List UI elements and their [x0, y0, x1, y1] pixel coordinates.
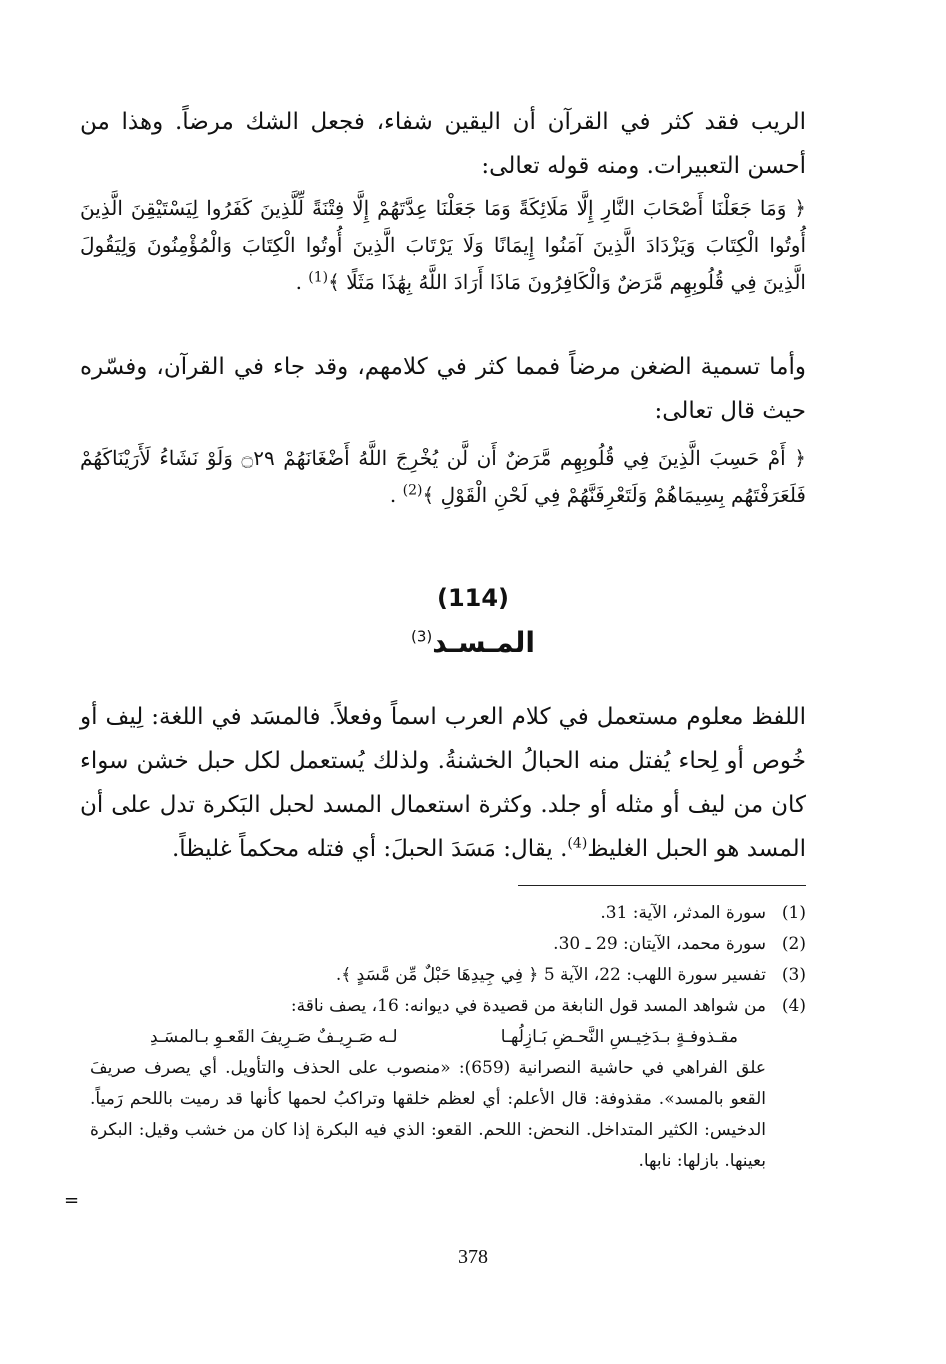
quran-verse-1-ref: (1)	[308, 269, 329, 286]
quran-verse-2-end: .	[389, 483, 403, 507]
verse-hemistich-2: لـه صَـرِيـفٌ صَـرِيفَ القَعـوِ بـالمسَـدِ	[150, 1027, 398, 1047]
definition-ref: (4)	[567, 835, 588, 852]
definition-text-2: . يقال: مَسَدَ الحبلَ: أي فتله محكماً غليظاً.	[171, 836, 568, 862]
footnote-number: (3)	[781, 965, 806, 985]
footnote-divider	[518, 885, 806, 886]
quran-verse-2	[80, 440, 806, 514]
continuation-mark: =	[64, 1190, 80, 1211]
footnote-text: تفسير سورة اللهب: 22، الآية 5 ﴿ فِي جِيدِهَا حَبْلٌ مِّن مَّسَدٍ ﴾.	[335, 965, 766, 985]
second-paragraph	[80, 345, 806, 433]
section-title	[0, 626, 946, 659]
quran-verse-2-text: ﴿ أَمْ حَسِبَ الَّذِينَ فِي قُلُوبِهِم مَّرَضٌ أَن لَّن يُخْرِجَ اللَّهُ أَضْغَانَهُمْ ۝٢٩ وَلَوْ نَشَاءُ لَأَرَيْنَاكَهُمْ فَلَعَرَفْتَهُم بِسِيمَاهُمْ وَلَتَعْرِفَنَّهُمْ فِي لَحْنِ الْقَوْلِ ﴾	[80, 446, 807, 507]
footnote-number: (2)	[781, 934, 806, 954]
footnote-3	[90, 960, 806, 991]
footnote-1	[90, 898, 806, 929]
footnote-4	[90, 991, 806, 1177]
footnote-text: من شواهد المسد قول النابغة من قصيدة في ديوانه: 16، يصف ناقة:	[290, 996, 766, 1016]
quran-verse-1-end: .	[295, 270, 309, 294]
second-paragraph-text: وأما تسمية الضغن مرضاً فمما كثر في كلامهم، وقد جاء في القرآن، وفسّره حيث قال تعالى:	[80, 354, 806, 424]
footnote-4-continuation: علق الفراهي في حاشية النصرانية (659): «منصوب على الحذف والتأويل. أي يصرف صريفَ القعو بالمسد». مقذوفة: قال الأعلم: أي لعظم خلقها وتراكبُ لحمها كأنها قد رميت باللحم رَمياً. الدخيس: الكثير المتداخل. النحض: اللحم. القعو: الذي فيه البكرة إذا كان من خشب وقيل: البكرة بعينها. بازلها: نابها.	[90, 1058, 766, 1171]
footnote-text: سورة المدثر، الآية: 31.	[600, 903, 766, 923]
footnote-number: (4)	[781, 996, 806, 1016]
definition-text-1: اللفظ معلوم مستعمل في كلام العرب اسماً وفعلاً. فالمسَد في اللغة: لِيف أو خُوص أو لِحاء يُفتل منه الحبالُ الخشنةُ. ولذلك يُستعمل لكل حبل خشن سواء كان من ليف أو مثله أو جلد. وكثرة استعمال المسد لحبل البَكرة تدل على أن المسد هو الحبل الغليظ	[80, 704, 806, 862]
footnote-number: (1)	[781, 903, 806, 923]
footnotes	[90, 898, 806, 1177]
footnote-text: سورة محمد، الآيتان: 29 ـ 30.	[553, 934, 766, 954]
section-title-ref: (3)	[411, 627, 433, 646]
section-number: (114)	[436, 584, 510, 612]
definition-paragraph	[80, 695, 806, 871]
section-title-text: المـسـد	[432, 626, 535, 659]
quran-verse-1	[80, 190, 806, 301]
quran-verse-2-ref: (2)	[402, 482, 423, 499]
quran-verse-1-text: ﴿ وَمَا جَعَلْنَا أَصْحَابَ النَّارِ إِلَّا مَلَائِكَةً وَمَا جَعَلْنَا عِدَّتَهُمْ إِلَّا فِتْنَةً لِّلَّذِينَ كَفَرُوا لِيَسْتَيْقِنَ الَّذِينَ أُوتُوا الْكِتَابَ وَيَزْدَادَ الَّذِينَ آمَنُوا إِيمَانًا وَلَا يَرْتَابَ الَّذِينَ أُوتُوا الْكِتَابَ وَالْمُؤْمِنُونَ وَلِيَقُولَ الَّذِينَ فِي قُلُوبِهِم مَّرَضٌ وَالْكَافِرُونَ مَاذَا أَرَادَ اللَّهُ بِهَٰذَا مَثَلًا ﴾	[80, 196, 807, 294]
page-number: 378	[458, 1246, 488, 1268]
poetry-verse	[90, 1022, 766, 1053]
footnote-2	[90, 929, 806, 960]
verse-hemistich-1: مقـذوفـةٍ بـدَخِيـسِ النَّحـضِ بَـازِلُهـا	[500, 1027, 738, 1047]
intro-paragraph	[80, 100, 806, 188]
intro-text: الريب فقد كثر في القرآن أن اليقين شفاء، فجعل الشك مرضاً. وهذا من أحسن التعبيرات. ومنه قوله تعالى:	[80, 109, 806, 179]
